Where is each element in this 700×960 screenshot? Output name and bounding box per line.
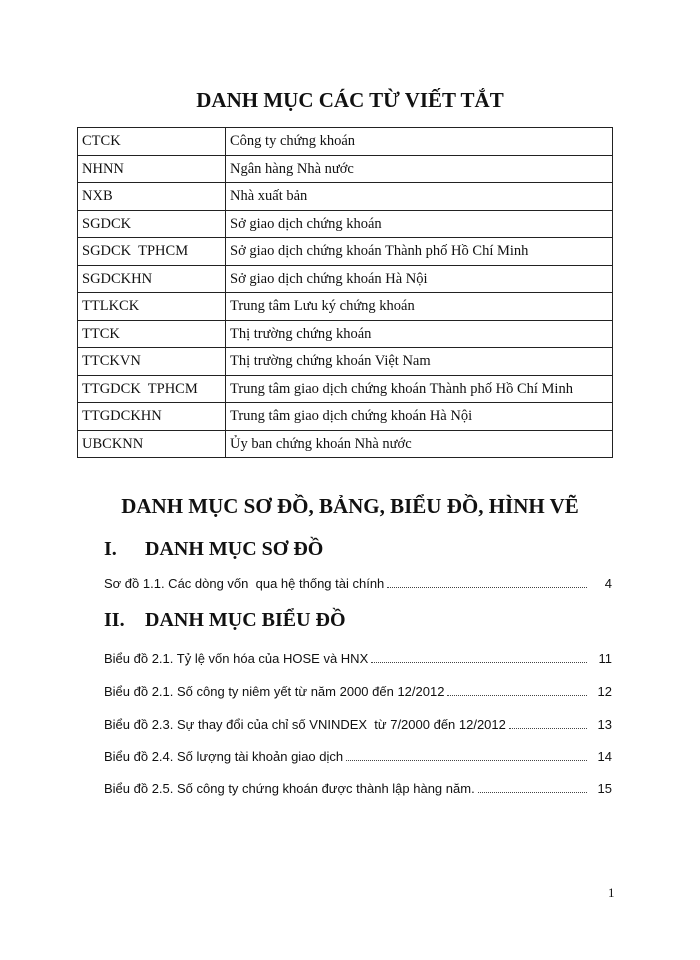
dot-leader — [478, 791, 587, 793]
table-row — [78, 348, 613, 376]
toc-entry-page: 11 — [598, 651, 612, 666]
abbreviation-cell: SGDCK TPHCM — [78, 238, 226, 266]
dot-leader — [447, 694, 587, 696]
table-row — [78, 238, 613, 266]
page-number: 1 — [608, 885, 615, 900]
abbreviation-cell: SGDCK — [78, 210, 226, 238]
abbreviation-cell: TTGDCKHN — [78, 403, 226, 431]
abbreviation-cell: NHNN — [78, 155, 226, 183]
abbreviation-cell: TTLKCK — [78, 293, 226, 321]
meaning-cell: Sở giao dịch chứng khoán — [226, 210, 613, 238]
toc-entry[interactable] — [104, 651, 612, 666]
meaning-cell: Nhà xuất bản — [226, 183, 613, 211]
section-heading — [104, 538, 323, 561]
meaning-cell: Trung tâm giao dịch chứng khoán Thành phố Hồ Chí Minh — [226, 375, 613, 403]
toc-entry-label: Biểu đồ 2.3. Sự thay đổi của chỉ số VNINDEX từ 7/2000 đến 12/2012 — [104, 717, 506, 732]
toc-entry-page: 14 — [597, 749, 612, 764]
section-heading — [104, 609, 346, 632]
toc-entry-page: 12 — [597, 684, 612, 699]
table-row — [78, 183, 613, 211]
section-title: DANH MỤC BIỂU ĐỒ — [145, 609, 346, 631]
toc-entry[interactable] — [104, 576, 612, 591]
table-row — [78, 155, 613, 183]
meaning-cell: Sở giao dịch chứng khoán Thành phố Hồ Chí Minh — [226, 238, 613, 266]
table-row — [78, 128, 613, 156]
meaning-cell: Công ty chứng khoán — [226, 128, 613, 156]
table-row — [78, 375, 613, 403]
meaning-cell: Ngân hàng Nhà nước — [226, 155, 613, 183]
section-number: II. — [104, 609, 125, 631]
toc-entry-page: 13 — [597, 717, 612, 732]
toc-entry-label: Biểu đồ 2.4. Số lượng tài khoản giao dịch — [104, 749, 344, 764]
meaning-cell: Sở giao dịch chứng khoán Hà Nội — [226, 265, 613, 293]
toc-entry-label: Biểu đồ 2.1. Số công ty niêm yết từ năm 2000 đến 12/2012 — [104, 684, 445, 699]
toc-entry[interactable] — [104, 684, 612, 699]
dot-leader — [371, 661, 587, 663]
meaning-cell: Thị trường chứng khoán Việt Nam — [226, 348, 613, 376]
table-row — [78, 265, 613, 293]
abbreviation-cell: SGDCKHN — [78, 265, 226, 293]
abbreviation-cell: TTGDCK TPHCM — [78, 375, 226, 403]
meaning-cell: Ủy ban chứng khoán Nhà nước — [226, 430, 613, 458]
table-row — [78, 293, 613, 321]
meaning-cell: Thị trường chứng khoán — [226, 320, 613, 348]
toc-entry[interactable] — [104, 749, 612, 764]
abbreviation-cell: CTCK — [78, 128, 226, 156]
section-title: DANH MỤC SƠ ĐỒ — [145, 538, 324, 560]
figures-title: DANH MỤC SƠ ĐỒ, BẢNG, BIỂU ĐỒ, HÌNH VẼ — [121, 494, 579, 518]
toc-entry-page: 4 — [604, 576, 612, 591]
abbreviation-cell: TTCKVN — [78, 348, 226, 376]
abbreviation-cell: TTCK — [78, 320, 226, 348]
abbreviations-title: DANH MỤC CÁC TỪ VIẾT TẮT — [196, 88, 504, 112]
abbreviation-cell: UBCKNN — [78, 430, 226, 458]
toc-entry[interactable] — [104, 717, 612, 732]
toc-entry-label: Biểu đồ 2.1. Tỷ lệ vốn hóa của HOSE và HNX — [104, 651, 369, 666]
meaning-cell: Trung tâm giao dịch chứng khoán Hà Nội — [226, 403, 613, 431]
dot-leader — [509, 727, 587, 729]
table-row — [78, 210, 613, 238]
section-number: I. — [104, 538, 117, 560]
dot-leader — [346, 759, 587, 761]
table-row — [78, 430, 613, 458]
table-row — [78, 320, 613, 348]
table-row — [78, 403, 613, 431]
toc-entry-label: Biểu đồ 2.5. Số công ty chứng khoán được thành lập hàng năm. — [104, 781, 475, 796]
toc-entry-label: Sơ đồ 1.1. Các dòng vốn qua hệ thống tài chính — [104, 576, 385, 591]
toc-entry[interactable] — [104, 781, 612, 796]
toc-entry-page: 15 — [597, 781, 612, 796]
dot-leader — [387, 586, 587, 588]
abbreviation-cell: NXB — [78, 183, 226, 211]
abbreviations-table — [77, 127, 613, 458]
meaning-cell: Trung tâm Lưu ký chứng khoán — [226, 293, 613, 321]
